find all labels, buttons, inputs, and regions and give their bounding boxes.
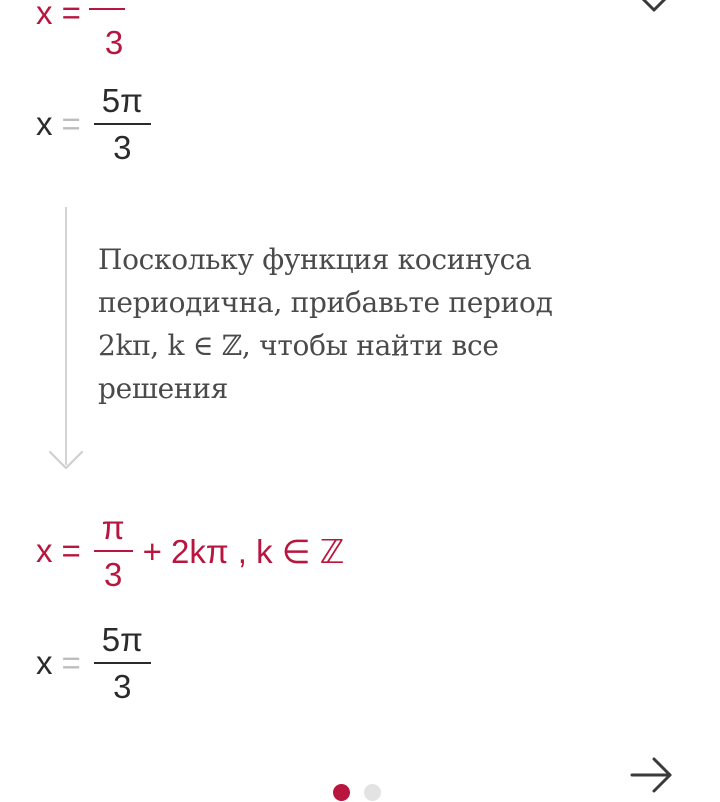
fraction-numerator: 5π [101, 621, 143, 658]
arrow-right-icon[interactable] [628, 755, 676, 795]
fraction-denominator: 3 [113, 668, 132, 705]
fraction [94, 617, 151, 709]
close-icon[interactable] [628, 0, 676, 18]
page-dot-inactive[interactable] [364, 784, 381, 801]
general-solution-equation [36, 505, 344, 597]
pagination [333, 784, 381, 801]
previous-equation-denominator: 3 [104, 24, 124, 61]
fraction-numerator: π [101, 509, 125, 546]
equals-sign: = [61, 105, 81, 142]
fraction [94, 505, 133, 597]
fraction [94, 78, 151, 170]
previous-equation-variable: x = [36, 0, 81, 31]
fraction-denominator: 3 [113, 129, 132, 166]
equals-sign: = [61, 532, 81, 569]
period-term: + 2kπ , k ∈ ℤ [142, 532, 345, 570]
solution-equation [36, 78, 155, 170]
step-connector-line [65, 207, 67, 465]
fraction-bar [89, 8, 125, 10]
second-solution-equation [36, 617, 155, 709]
equation-variable: x [36, 644, 53, 681]
arrow-down-icon [47, 438, 85, 474]
step-explanation: Поскольку функция косинуса периодична, прибавьте период 2kπ, k ∈ ℤ, чтобы найти все решения [98, 243, 553, 405]
fraction-denominator: 3 [103, 556, 123, 593]
page-dot-active[interactable] [333, 784, 350, 801]
equation-variable: x [36, 532, 53, 569]
equals-sign: = [61, 644, 81, 681]
equation-variable: x [36, 105, 53, 142]
fraction-numerator: 5π [101, 82, 143, 119]
